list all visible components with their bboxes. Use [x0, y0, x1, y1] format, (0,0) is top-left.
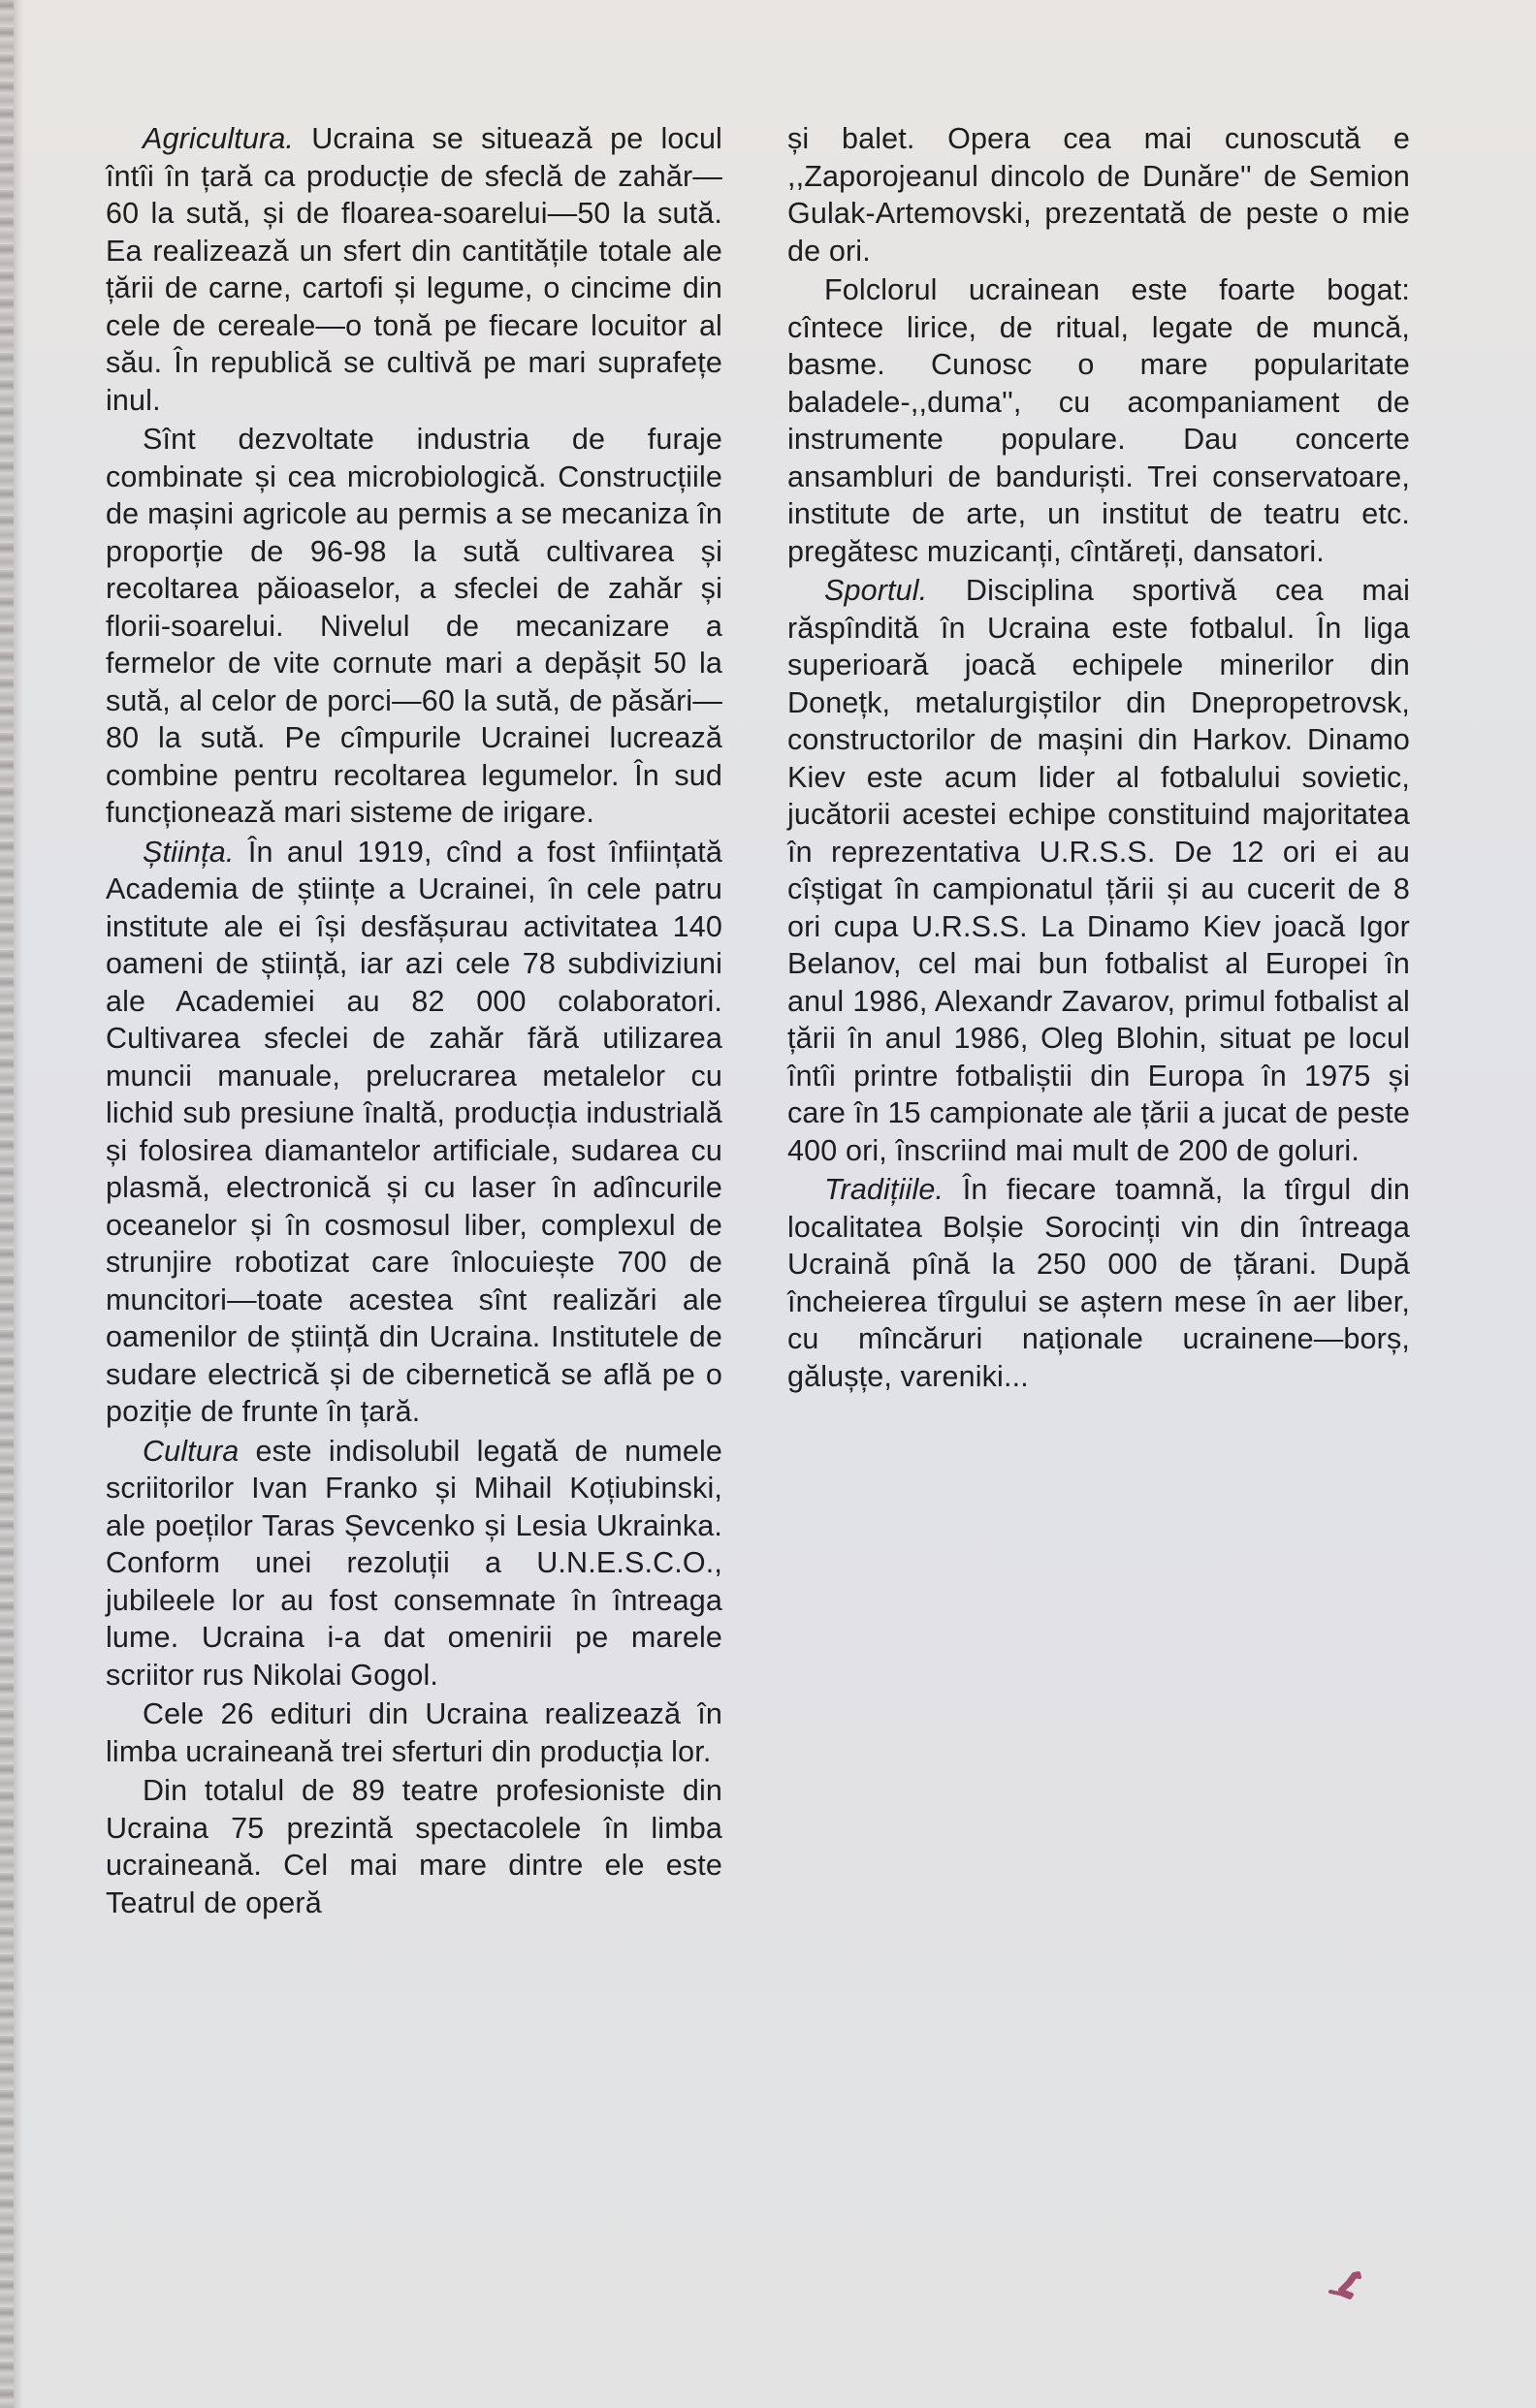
paragraph-text: și balet. Opera cea mai cunoscută e ,,Zaporojeanul dincolo de Dunăre'' de Semion Gulak-Artemovski, prezentată de peste o mie de ori.: [787, 122, 1410, 268]
paragraph-text: Din totalul de 89 teatre profesioniste din Ucraina 75 prezintă spectacolele în limba ucraineană. Cel mai mare dintre ele este Teatrul de operă: [106, 1774, 722, 1919]
pen-mark-icon: [1327, 2268, 1365, 2301]
paragraph-traditiile: [787, 1171, 1410, 1395]
section-heading: Agricultura.: [143, 122, 295, 155]
paragraph-text: În fiecare toamnă, la tîrgul din localitatea Bolșie Sorocinți vin din întreaga Ucraină pînă la 250 000 de țărani. După încheierea tîrgului se aștern mese în aer liber, cu mîncăruri naționale ucrainene—borș, gălușțe, vareniki...: [787, 1173, 1410, 1393]
paragraph-opera-continuation: [787, 120, 1410, 269]
paragraph-edituri: [106, 1695, 722, 1770]
paragraph-text: Ucraina se situează pe locul întîi în țară ca producție de sfeclă de zahăr—60 la sută, și de floarea-soarelui—50 la sută. Ea realizează un sfert din cantitățile totale ale țării de carne, cartofi și legume, o cincime din cele de cereale—o tonă pe fiecare locuitor al său. În republică se cultivă pe mari suprafețe inul.: [106, 122, 722, 417]
section-heading: Tradițiile.: [824, 1173, 944, 1206]
paragraph-industry: [106, 421, 722, 832]
paragraph-cultura: [106, 1433, 722, 1695]
paragraph-folclor: [787, 271, 1410, 570]
paragraph-stiinta: [106, 834, 722, 1431]
paragraph-text: În anul 1919, cînd a fost înființată Academia de științe a Ucrainei, în cele patru institute ale ei își desfășurau activitatea 140 oameni de știință, iar azi cele 78 subdiviziuni ale Academiei au 82 000 colaboratori. Cultivarea sfeclei de zahăr fără utilizarea muncii manuale, prelucrarea metalelor cu lichid sub presiune înaltă, producția industrială și folosirea diamantelor artificiale, sudarea cu plasmă, electronică și cu laser în adîncurile oceanelor și în cosmosul liber, complexul de strunjire robotizat care înlocuiește 700 de muncitori—toate acestea sînt realizări ale oamenilor de știință din Ucraina. Institutele de sudare electrică și de cibernetică se află pe o poziție de frunte în țară.: [106, 835, 722, 1428]
paragraph-sportul: [787, 572, 1410, 1169]
paragraph-text: Sînt dezvoltate industria de furaje combinate și cea microbiologică. Construcțiile de mașini agricole au permis a se mecaniza în proporție de 96-98 la sută cultivarea și recoltarea păioaselor, a sfeclei de zahăr și florii-soarelui. Nivelul de mecanizare a fermelor de vite cornute mari a depășit 50 la sută, al celor de porci—60 la sută, de păsări—80 la sută. Pe cîmpurile Ucrainei lucrează combine pentru recoltarea legumelor. În sud funcționează mari sisteme de irigare.: [106, 423, 722, 829]
paragraph-text: Disciplina sportivă cea mai răspîndită în Ucraina este fotbalul. În liga superioară joacă echipele minerilor din Donețk, metalurgiștilor din Dnepropetrovsk, constructorilor de mașini din Harkov. Dinamo Kiev este acum lider al fotbalului sovietic, jucătorii acestei echipe constituind majoritatea în reprezentativa U.R.S.S. De 12 ori ei au cîștigat în campionatul țării și au cucerit de 8 ori cupa U.R.S.S. La Dinamo Kiev joacă Igor Belanov, cel mai bun fotbalist al Europei în anul 1986, Alexandr Zavarov, primul fotbalist al țării în anul 1986, Oleg Blohin, situat pe locul întîi printre fotbaliștii din Europa în 1975 și care în 15 campionate ale țării a jucat de peste 400 ori, înscriind mai mult de 200 de goluri.: [787, 574, 1410, 1167]
binding-edge: [0, 0, 14, 2408]
right-column: [787, 120, 1410, 1397]
section-heading: Sportul.: [824, 574, 928, 607]
paragraph-text: Cele 26 edituri din Ucraina realizează în limba ucraineană trei sferturi din producția lor.: [106, 1697, 722, 1768]
paragraph-text: este indisolubil legată de numele scriitorilor Ivan Franko și Mihail Koțiubinski, ale poeților Taras Șevcenko și Lesia Ukrainka. Conform unei rezoluții a U.N.E.S.C.O., jubileele lor au fost consemnate în întreaga lume. Ucraina i-a dat omenirii pe marele scriitor rus Nikolai Gogol.: [106, 1434, 722, 1692]
left-column: [106, 120, 722, 1923]
paragraph-text: Folclorul ucrainean este foarte bogat: cîntece lirice, de ritual, legate de muncă, basme. Cunosc o mare popularitate baladele-,,duma'', cu acompaniament de instrumente populare. Dau concerte ansambluri de banduriști. Trei conservatoare, institute de arte, un institut de teatru etc. pregătesc muzicanți, cîntăreți, dansatori.: [787, 273, 1410, 568]
section-heading: Știința.: [143, 835, 235, 869]
paragraph-agricultura: [106, 120, 722, 419]
section-heading: Cultura: [143, 1434, 240, 1468]
paragraph-teatre: [106, 1772, 722, 1921]
